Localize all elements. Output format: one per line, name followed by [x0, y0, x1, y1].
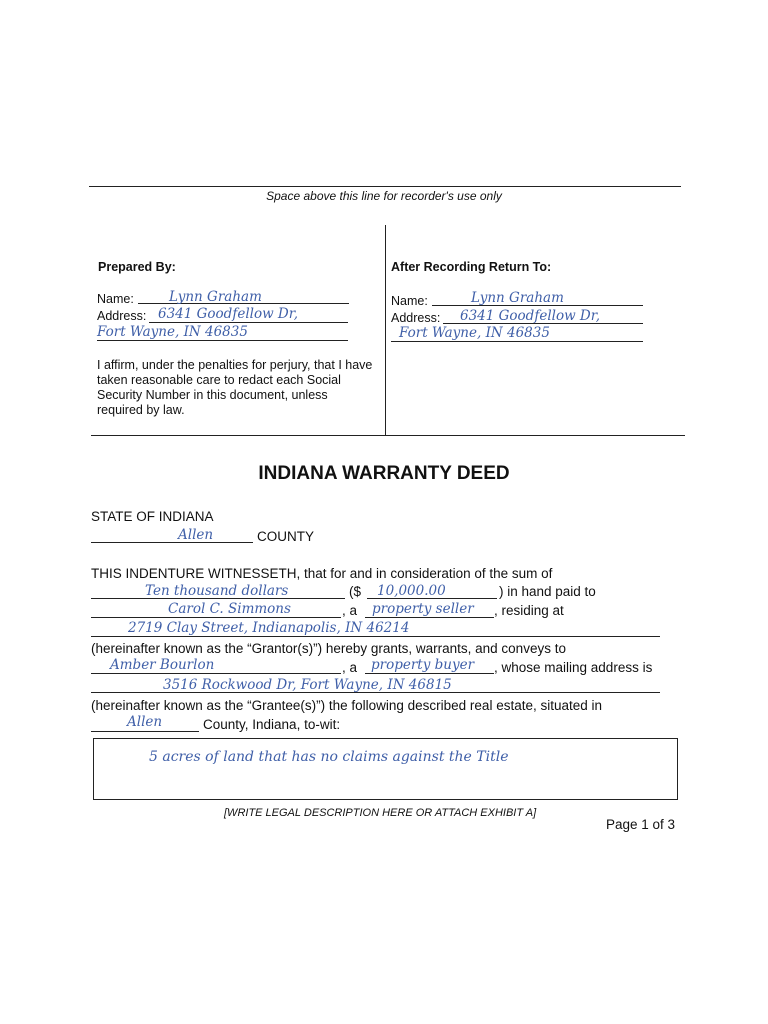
- county-label: COUNTY: [257, 529, 314, 544]
- county-value: Allen: [178, 527, 214, 543]
- recorder-note: Space above this line for recorder's use only: [266, 189, 502, 203]
- prepared-address-label: Address:: [97, 309, 147, 323]
- property-county-line: [91, 731, 199, 732]
- grantor-name-line: [91, 617, 341, 618]
- comma-a2-text: , a: [342, 660, 358, 675]
- grantor-known-text: (hereinafter known as the “Grantor(s)”) hereby grants, warrants, and conveys to: [91, 641, 566, 656]
- dollar-open: ($: [349, 584, 362, 599]
- grantor-address-line: [91, 636, 660, 637]
- return-address-line2: [391, 341, 643, 342]
- page-number: Page 1 of 3: [606, 817, 676, 832]
- return-to-heading: After Recording Return To:: [391, 260, 552, 274]
- property-county-value: Allen: [127, 714, 163, 730]
- legal-description-box: [93, 738, 678, 800]
- county-line: [91, 542, 253, 543]
- header-bottom-line: [91, 435, 685, 436]
- state-line: STATE OF INDIANA: [91, 509, 214, 524]
- residing-at-text: , residing at: [494, 603, 564, 618]
- return-name-value: Lynn Graham: [471, 290, 564, 306]
- comma-a-text: , a: [342, 603, 358, 618]
- affirmation-line2: taken reasonable care to redact each Social: [97, 373, 341, 387]
- grantee-role-value: property buyer: [371, 657, 475, 673]
- legal-instruction: [WRITE LEGAL DESCRIPTION HERE OR ATTACH EXHIBIT A]: [224, 807, 537, 819]
- paid-to-text: ) in hand paid to: [499, 584, 596, 599]
- county-indiana-text: County, Indiana, to-wit:: [203, 717, 341, 732]
- grantee-address-value: 3516 Rockwood Dr, Fort Wayne, IN 46815: [163, 677, 452, 693]
- grantor-role-line: [365, 617, 494, 618]
- grantor-name-value: Carol C. Simmons: [168, 601, 291, 617]
- grantor-address-value: 2719 Clay Street, Indianapolis, IN 46214: [128, 620, 410, 636]
- grantee-role-line: [365, 673, 494, 674]
- affirmation-line1: I affirm, under the penalties for perjury, that I have: [97, 358, 373, 372]
- return-name-label: Name:: [391, 294, 428, 308]
- grantor-role-value: property seller: [372, 601, 474, 617]
- affirmation-line3: Security Number in this document, unless: [97, 388, 328, 402]
- amount-number-value: 10,000.00: [377, 583, 446, 599]
- indenture-intro: THIS INDENTURE WITNESSETH, that for and in consideration of the sum of: [91, 566, 553, 581]
- page-title: INDIANA WARRANTY DEED: [258, 463, 510, 484]
- prepared-name-label: Name:: [97, 292, 134, 306]
- column-divider: [385, 225, 386, 436]
- prepared-address-value2: Fort Wayne, IN 46835: [97, 324, 248, 340]
- mailing-address-text: , whose mailing address is: [494, 660, 653, 675]
- prepared-address-value1: 6341 Goodfellow Dr,: [158, 306, 299, 322]
- prepared-address-line2: [97, 340, 348, 341]
- amount-words-value: Ten thousand dollars: [145, 583, 289, 599]
- return-address-label: Address:: [391, 311, 441, 325]
- affirmation-line4: required by law.: [97, 403, 185, 417]
- prepared-address-line1: [149, 322, 348, 323]
- legal-description-value: 5 acres of land that has no claims against the Title: [149, 749, 509, 765]
- grantee-name-line: [91, 673, 341, 674]
- return-address-value1: 6341 Goodfellow Dr,: [460, 308, 601, 324]
- return-address-value2: Fort Wayne, IN 46835: [399, 325, 550, 341]
- grantee-name-value: Amber Bourlon: [110, 657, 215, 673]
- prepared-by-heading: Prepared By:: [98, 260, 176, 274]
- recorder-line: [89, 186, 681, 187]
- grantee-known-text: (hereinafter known as the “Grantee(s)”) the following described real estate, situated in: [91, 698, 603, 713]
- prepared-name-value: Lynn Graham: [169, 289, 262, 305]
